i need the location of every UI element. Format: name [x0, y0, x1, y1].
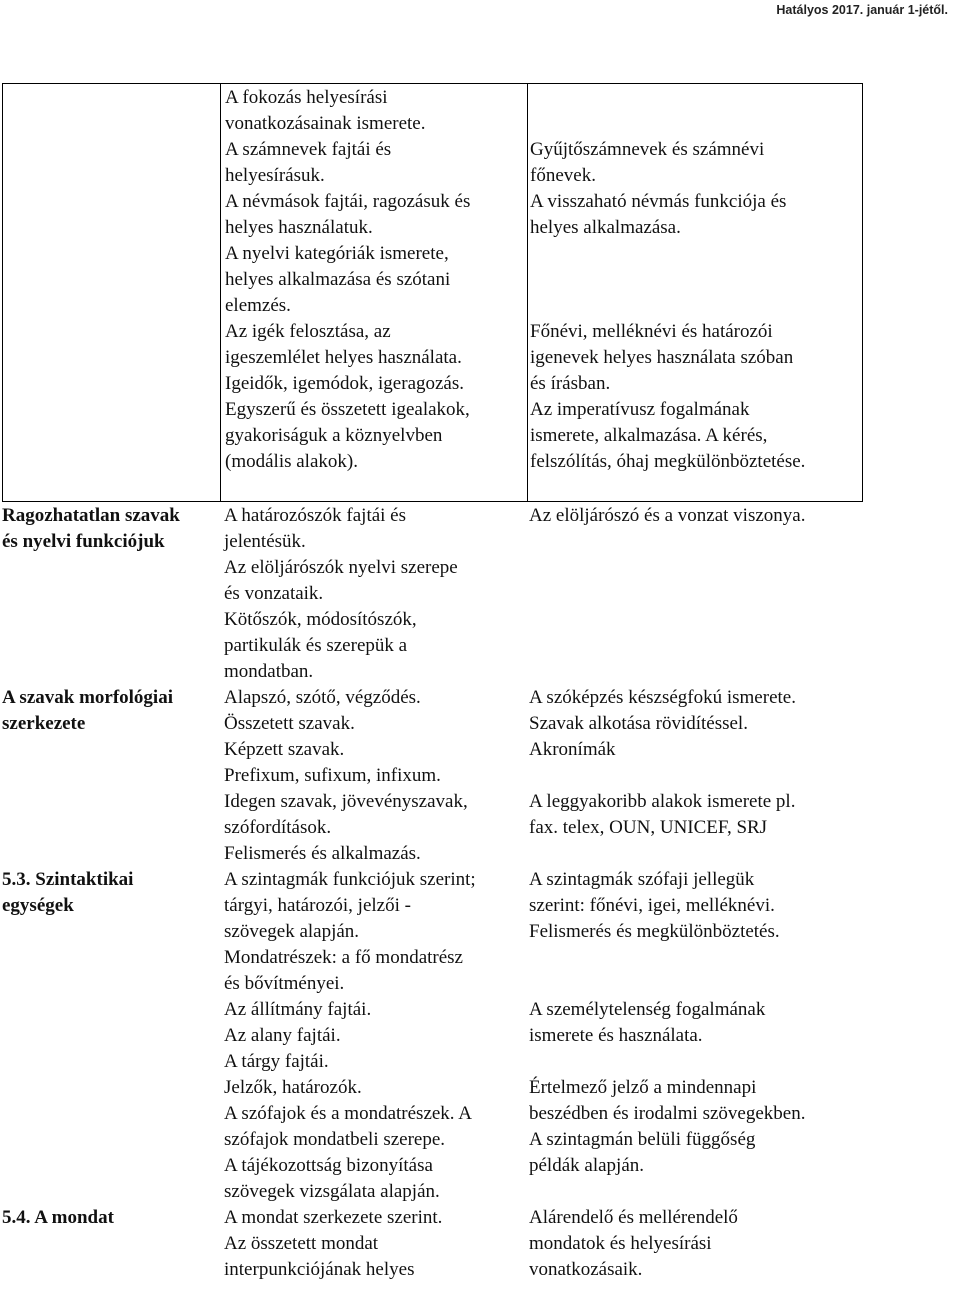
- blank-line: [530, 111, 865, 137]
- text-line: A fokozás helyesírási: [225, 87, 388, 108]
- text-line: A határozószók fajtái és: [224, 505, 407, 526]
- topic-cell: [2, 503, 214, 555]
- text-line: tárgyi, határozói, jelzői -: [224, 895, 411, 916]
- text-line: A szavak morfológiai: [2, 687, 173, 708]
- notes-cell: [530, 85, 865, 475]
- text-line: szerkezete: [2, 713, 86, 734]
- text-line: helyes használatuk.: [225, 217, 373, 238]
- text-line: A mondat szerkezete szerint.: [224, 1207, 443, 1228]
- text-line: A nyelvi kategóriák ismerete,: [225, 243, 449, 264]
- text-line: Az összetett mondat: [224, 1233, 379, 1254]
- text-line: A szintagmák funkciójuk szerint;: [224, 869, 476, 890]
- text-line: A tájékozottság bizonyítása: [224, 1155, 433, 1176]
- text-line: és vonzataik.: [224, 583, 324, 604]
- blank-line: [530, 267, 865, 293]
- notes-cell: [529, 685, 864, 841]
- content-cell: [224, 867, 524, 1205]
- curriculum-table: [2, 83, 863, 1280]
- blank-line: [529, 763, 864, 789]
- text-line: Prefixum, sufixum, infixum.: [224, 765, 441, 786]
- text-line: Felismerés és alkalmazás.: [224, 843, 421, 864]
- topic-cell: [2, 1205, 214, 1231]
- text-line: Értelmező jelző a mindennapi: [529, 1077, 757, 1098]
- text-line: jelentésük.: [224, 531, 306, 552]
- text-line: szerint: főnévi, igei, melléknévi.: [529, 895, 775, 916]
- text-line: Összetett szavak.: [224, 713, 355, 734]
- text-line: szövegek vizsgálata alapján.: [224, 1181, 440, 1202]
- text-line: A leggyakoribb alakok ismerete pl.: [529, 791, 796, 812]
- text-line: A szóképzés készségfokú ismerete.: [529, 687, 796, 708]
- text-line: Alapszó, szótő, végződés.: [224, 687, 421, 708]
- notes-cell: [529, 1205, 864, 1283]
- text-line: Akronímák: [529, 739, 616, 760]
- text-line: Alárendelő és mellérendelő: [529, 1207, 738, 1228]
- text-line: Főnévi, melléknévi és határozói: [530, 321, 773, 342]
- text-line: Ragozhatatlan szavak: [2, 505, 180, 526]
- text-line: A visszaható névmás funkciója és: [530, 191, 787, 212]
- blank-line: [529, 971, 864, 997]
- text-line: igeszemlélet helyes használata.: [225, 347, 462, 368]
- text-line: beszédben és irodalmi szövegekben.: [529, 1103, 806, 1124]
- text-line: 5.3. Szintaktikai: [2, 869, 134, 890]
- text-line: A személytelenség fogalmának: [529, 999, 766, 1020]
- topic-cell: [2, 685, 214, 737]
- content-cell: [224, 1205, 524, 1283]
- blank-line: [530, 293, 865, 319]
- text-line: Egyszerű és összetett igealakok,: [225, 399, 470, 420]
- text-line: A szófajok és a mondatrészek. A: [224, 1103, 472, 1124]
- text-line: Idegen szavak, jövevényszavak,: [224, 791, 468, 812]
- blank-line: [530, 85, 865, 111]
- text-line: példák alapján.: [529, 1155, 645, 1176]
- text-line: Igeidők, igemódok, igeragozás.: [225, 373, 465, 394]
- text-line: Az imperatívusz fogalmának: [530, 399, 750, 420]
- text-line: A szintagmán belüli függőség: [529, 1129, 756, 1150]
- text-line: Az alany fajtái.: [224, 1025, 341, 1046]
- text-line: szövegek alapján.: [224, 921, 360, 942]
- text-line: mondatok és helyesírási: [529, 1233, 712, 1254]
- text-line: és bővítményei.: [224, 973, 345, 994]
- text-line: A szintagmák szófaji jellegük: [529, 869, 755, 890]
- blank-line: [529, 1049, 864, 1075]
- text-line: felszólítás, óhaj megkülönböztetése.: [530, 451, 806, 472]
- text-line: Képzett szavak.: [224, 739, 345, 760]
- text-line: gyakoriságuk a köznyelvben: [225, 425, 443, 446]
- text-line: fax. telex, OUN, UNICEF, SRJ: [529, 817, 768, 838]
- blank-line: [530, 241, 865, 267]
- text-line: igenevek helyes használata szóban: [530, 347, 794, 368]
- text-line: ismerete, alkalmazása. A kérés,: [530, 425, 768, 446]
- text-line: Az elöljárószó és a vonzat viszonya.: [529, 505, 806, 526]
- content-cell: [224, 503, 524, 685]
- text-line: Mondatrészek: a fő mondatrész: [224, 947, 463, 968]
- text-line: elemzés.: [225, 295, 291, 316]
- text-line: vonatkozásaik.: [529, 1259, 643, 1280]
- text-line: A számnevek fajtái és: [225, 139, 392, 160]
- text-line: helyesírásuk.: [225, 165, 325, 186]
- text-line: Felismerés és megkülönböztetés.: [529, 921, 780, 942]
- text-line: helyes alkalmazása.: [530, 217, 681, 238]
- text-line: Az elöljárószók nyelvi szerepe: [224, 557, 458, 578]
- text-line: egységek: [2, 895, 74, 916]
- notes-cell: [529, 503, 864, 529]
- text-line: 5.4. A mondat: [2, 1207, 114, 1228]
- text-line: Jelzők, határozók.: [224, 1077, 362, 1098]
- topic-cell: [2, 867, 214, 919]
- text-line: szófajok mondatbeli szerepe.: [224, 1129, 446, 1150]
- text-line: Szavak alkotása rövidítéssel.: [529, 713, 748, 734]
- text-line: A tárgy fajtái.: [224, 1051, 329, 1072]
- text-line: Gyűjtőszámnevek és számnévi: [530, 139, 765, 160]
- text-line: (modális alakok).: [225, 451, 358, 472]
- text-line: és írásban.: [530, 373, 611, 394]
- text-line: interpunkciójának helyes: [224, 1259, 415, 1280]
- text-line: mondatban.: [224, 661, 314, 682]
- text-line: ismerete és használata.: [529, 1025, 703, 1046]
- content-cell: [224, 685, 524, 867]
- text-line: helyes alkalmazása és szótani: [225, 269, 451, 290]
- page-header: Hatályos 2017. január 1-jétől.: [776, 3, 948, 17]
- content-cell: [225, 85, 525, 475]
- column-divider: [527, 84, 528, 501]
- text-line: Az állítmány fajtái.: [224, 999, 372, 1020]
- column-divider: [220, 84, 221, 501]
- table-row: [2, 83, 863, 502]
- notes-cell: [529, 867, 864, 1179]
- text-line: szófordítások.: [224, 817, 332, 838]
- text-line: Kötőszók, módosítószók,: [224, 609, 417, 630]
- text-line: főnevek.: [530, 165, 596, 186]
- text-line: Az igék felosztása, az: [225, 321, 391, 342]
- text-line: vonatkozásainak ismerete.: [225, 113, 426, 134]
- text-line: partikulák és szerepük a: [224, 635, 408, 656]
- text-line: és nyelvi funkciójuk: [2, 531, 165, 552]
- text-line: A névmások fajtái, ragozásuk és: [225, 191, 471, 212]
- blank-line: [529, 945, 864, 971]
